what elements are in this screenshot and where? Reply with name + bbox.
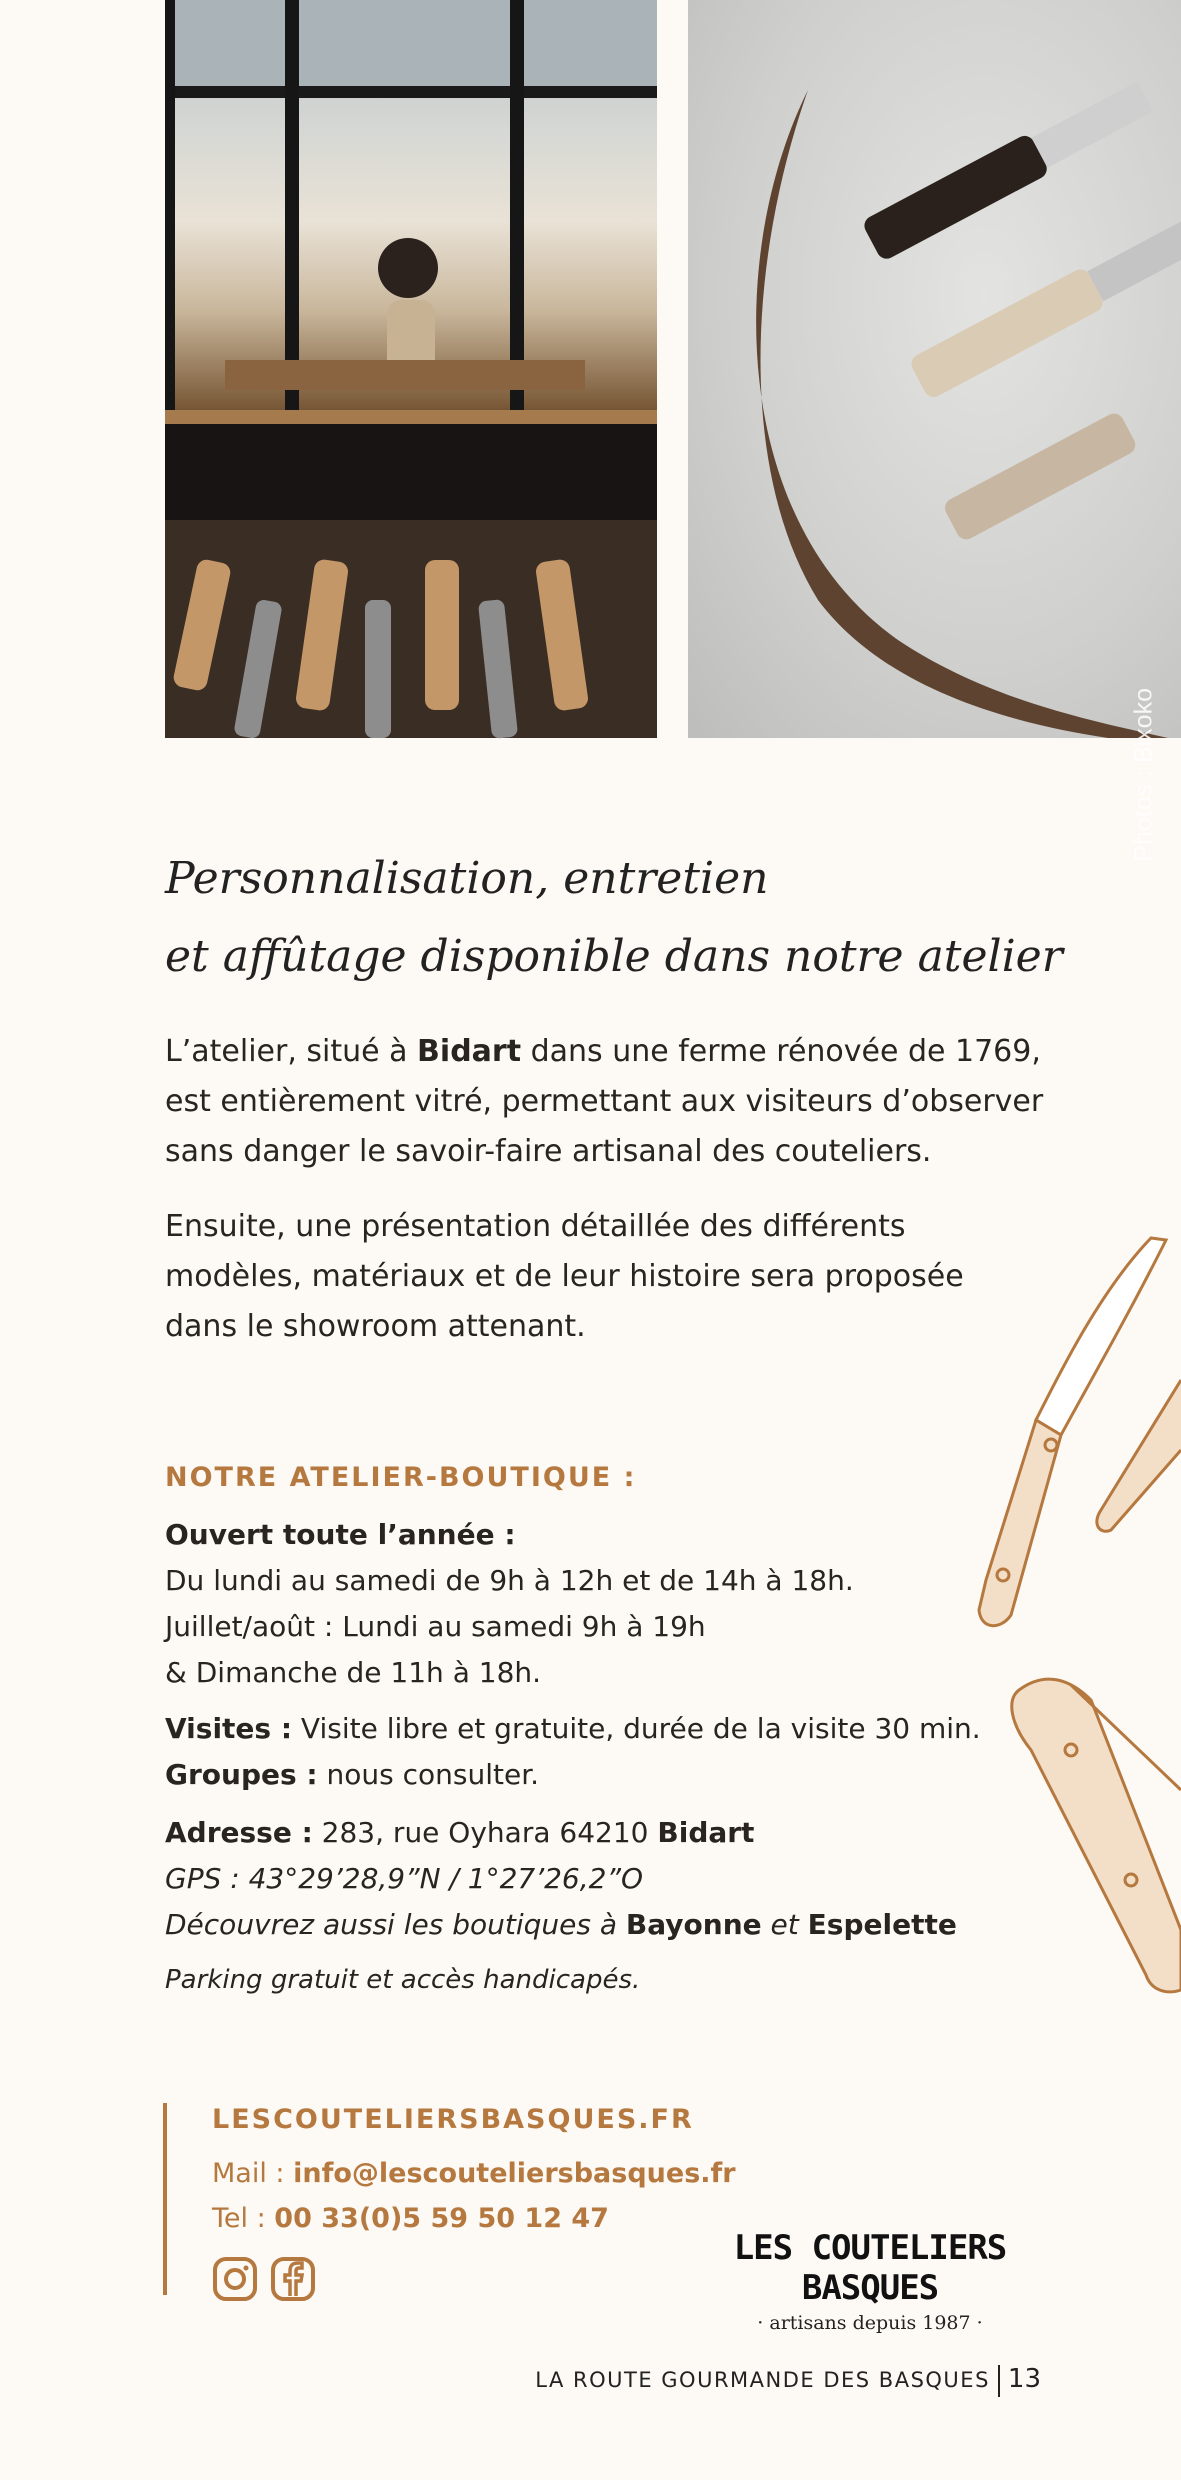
atelier-photo — [165, 0, 657, 738]
instagram-icon[interactable] — [212, 2256, 258, 2302]
visits-text: Visite libre et gratuite, durée de la visite 30 min. — [292, 1712, 981, 1745]
discover-bayonne: Bayonne — [625, 1908, 762, 1941]
knife-illustration — [951, 1230, 1181, 2010]
social-icons — [212, 2256, 316, 2302]
knives-horn-photo — [688, 0, 1181, 862]
mail-link[interactable]: info@lescouteliersbasques.fr — [293, 2158, 736, 2189]
gps-line: GPS : 43°29’28,9”N / 1°27’26,2”O — [165, 1862, 644, 1895]
brand-name: LES COUTELIERS BASQUES — [733, 2228, 1007, 2308]
visits-label: Visites : — [165, 1712, 293, 1745]
tel-link[interactable]: 00 33(0)5 59 50 12 47 — [274, 2203, 609, 2234]
shop-visits — [165, 1706, 985, 1798]
tel-line — [212, 2203, 609, 2234]
page-number: 13 — [1007, 2364, 1041, 2394]
groups-text: nous consulter. — [317, 1758, 540, 1791]
address-city: Bidart — [657, 1816, 755, 1849]
groups-line — [165, 1752, 985, 1798]
hours-line-1: Du lundi au samedi de 9h à 12h et de 14h à 18h. — [165, 1564, 854, 1597]
title-line-1: Personnalisation, entretien — [165, 853, 769, 904]
page-title — [165, 840, 1065, 996]
tel-label: Tel : — [212, 2203, 275, 2234]
hours-line-3: & Dimanche de 11h à 18h. — [165, 1656, 542, 1689]
discover-espelette: Espelette — [807, 1908, 957, 1941]
address-text: 283, rue Oyhara 64210 — [312, 1816, 658, 1849]
footer-separator — [998, 2365, 1000, 2397]
intro-paragraph-1 — [165, 1027, 1045, 1177]
shop-hours — [165, 1512, 985, 1696]
atelier-photo-illustration — [165, 0, 657, 738]
hours-line-2: Juillet/août : Lundi au samedi 9h à 19h — [165, 1610, 706, 1643]
intro-p1-bidart: Bidart — [417, 1034, 522, 1069]
discover-text-c: et — [761, 1908, 808, 1941]
groups-label: Groupes : — [165, 1758, 318, 1791]
parking-block — [165, 1957, 985, 2003]
brand-tagline: · artisans depuis 1987 · — [757, 2312, 983, 2334]
discover-text-a: Découvrez aussi les boutiques à — [165, 1908, 626, 1941]
open-label: Ouvert toute l’année : — [165, 1518, 516, 1551]
contact-accent-bar — [163, 2103, 167, 2295]
intro-paragraph-2: Ensuite, une présentation détaillée des différents modèles, matériaux et de leur histoire sera proposée dans le showroom attenant. — [165, 1209, 964, 1344]
intro-p1-text-c: dans une ferme rénovée de 1769, est entièrement vitré, permettant aux visiteurs d’observer sans danger le savoir-faire artisanal des couteliers. — [165, 1034, 1044, 1169]
photo-credit: Photos : Bixoko — [1130, 688, 1158, 862]
address-line — [165, 1810, 985, 1856]
parking-line: Parking gratuit et accès handicapés. — [165, 1965, 641, 1995]
mail-label: Mail : — [212, 2158, 294, 2189]
page-footer — [535, 2364, 1041, 2397]
visits-line — [165, 1706, 985, 1752]
shop-heading: NOTRE ATELIER-BOUTIQUE : — [165, 1462, 637, 1493]
footer-label: LA ROUTE GOURMANDE DES BASQUES — [535, 2368, 990, 2392]
knives-horn-illustration — [688, 0, 1181, 738]
website-link[interactable]: LESCOUTELIERSBASQUES.FR — [212, 2104, 694, 2135]
brand-logo — [680, 2228, 1060, 2334]
mail-line — [212, 2158, 736, 2189]
discover-line — [165, 1902, 985, 1948]
shop-address — [165, 1810, 985, 1948]
facebook-icon[interactable] — [270, 2256, 316, 2302]
address-label: Adresse : — [165, 1816, 313, 1849]
intro-p1-text-a: L’atelier, situé à — [165, 1034, 418, 1069]
title-line-2: et affûtage disponible dans notre atelier — [165, 931, 1063, 982]
